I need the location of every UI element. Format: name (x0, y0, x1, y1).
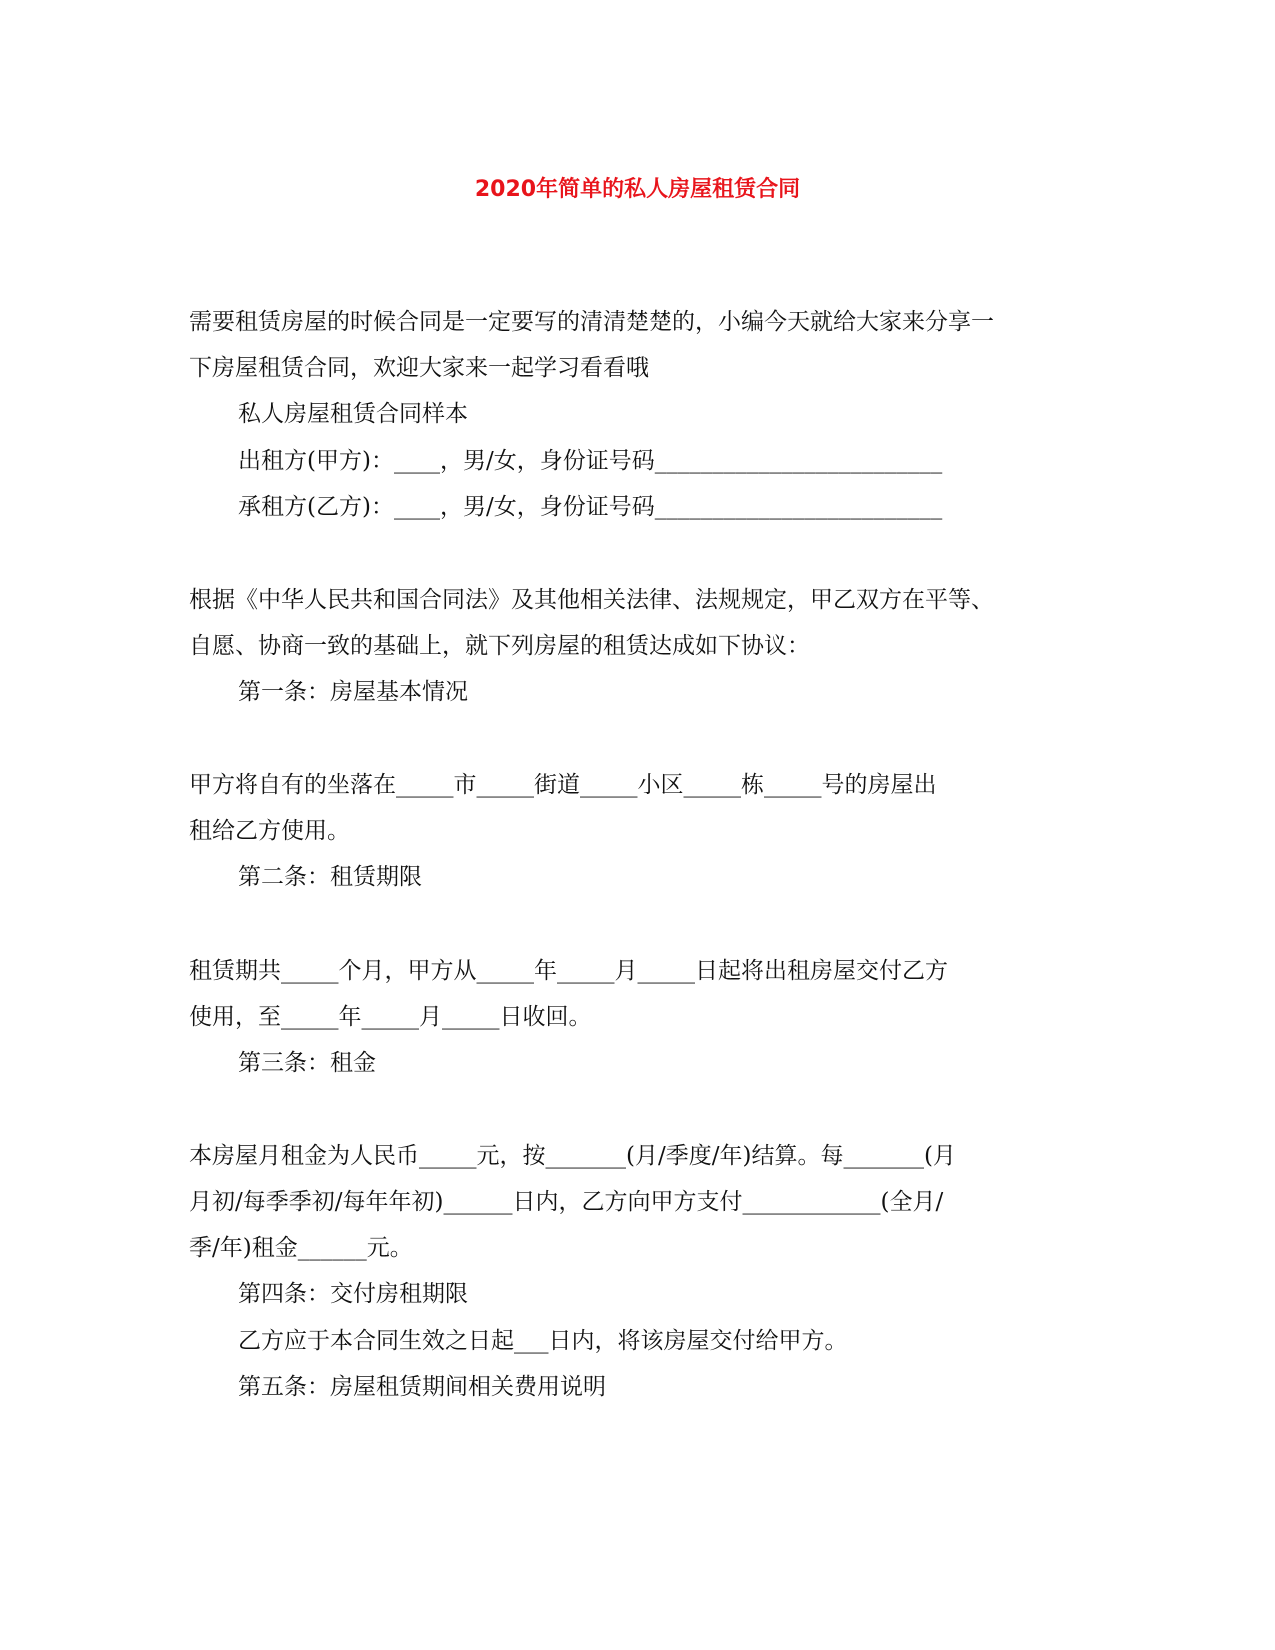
paragraph-line: 根据《中华人民共和国合同法》及其他相关法律、法规规定，甲乙双方在平等、 (189, 587, 994, 613)
paragraph-line: 需要租赁房屋的时候合同是一定要写的清清楚楚的，小编今天就给大家来分享一 (189, 309, 994, 335)
paragraph-line: 本房屋月租金为人民币_____元，按_______(月/季度/年)结算。每_______(月 (189, 1143, 956, 1169)
paragraph-line: 乙方应于本合同生效之日起___日内，将该房屋交付给甲方。 (238, 1328, 848, 1354)
lessee-line: 承租方(乙方)：____，男/女，身份证号码_________________________ (238, 494, 943, 520)
article-heading: 第五条：房屋租赁期间相关费用说明 (238, 1374, 606, 1400)
article-heading: 第四条：交付房租期限 (238, 1281, 468, 1307)
paragraph-line: 下房屋租赁合同，欢迎大家来一起学习看看哦 (189, 355, 649, 381)
document-title: 2020年简单的私人房屋租赁合同 (474, 177, 801, 202)
paragraph-line: 季/年)租金______元。 (189, 1235, 413, 1261)
paragraph-line: 租赁期共_____个月，甲方从_____年_____月_____日起将出租房屋交付乙方 (189, 958, 948, 984)
article-heading: 第三条：租金 (238, 1050, 376, 1076)
paragraph-line: 租给乙方使用。 (189, 818, 350, 844)
paragraph-line: 甲方将自有的坐落在_____市_____街道_____小区_____栋_____号的房屋出 (189, 772, 937, 798)
paragraph-line: 使用，至_____年_____月_____日收回。 (189, 1004, 592, 1030)
article-heading: 第一条：房屋基本情况 (238, 679, 468, 705)
lessor-line: 出租方(甲方)：____，男/女，身份证号码_________________________ (238, 448, 943, 474)
paragraph-line: 月初/每季季初/每年年初)______日内，乙方向甲方支付____________(全月/ (189, 1189, 944, 1215)
article-heading: 第二条：租赁期限 (238, 864, 422, 890)
paragraph-line: 自愿、协商一致的基础上，就下列房屋的租赁达成如下协议： (189, 633, 810, 659)
section-heading: 私人房屋租赁合同样本 (238, 401, 468, 427)
